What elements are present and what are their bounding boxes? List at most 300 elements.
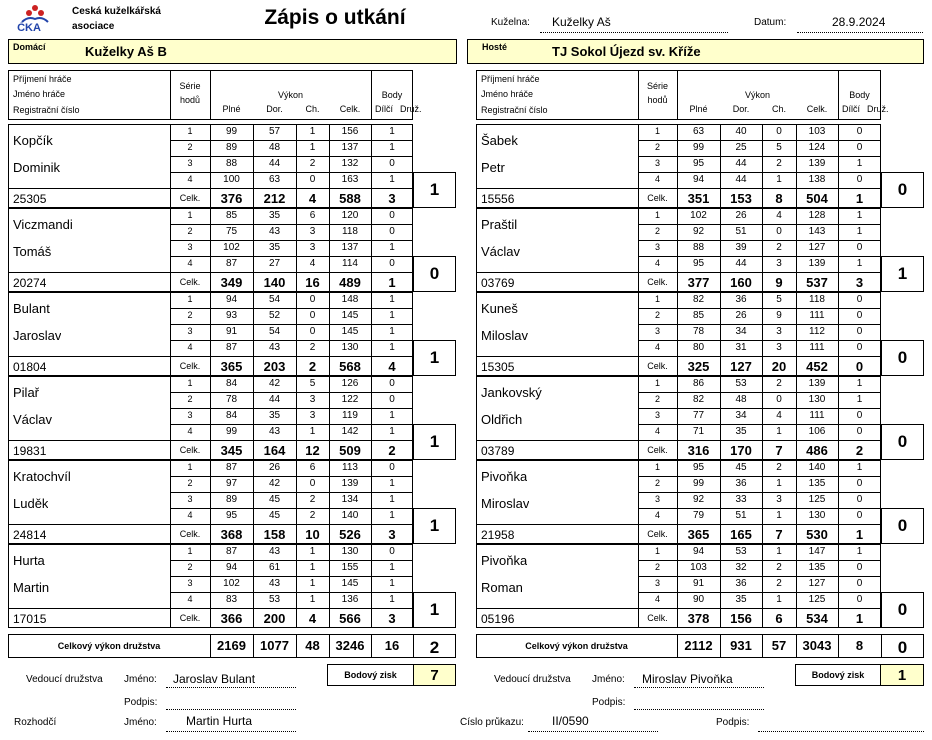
series-cell: 87 xyxy=(225,546,238,557)
player-reg-number: 25305 xyxy=(13,192,47,206)
series-cell: 35 xyxy=(735,594,747,605)
away-bodovy-zisk-value: 1 xyxy=(880,664,924,686)
player-total-cell: 3 xyxy=(855,275,864,290)
series-cell: 1 xyxy=(654,210,660,220)
home-signature-line xyxy=(166,709,296,710)
team-total-cell: 931 xyxy=(730,638,752,653)
celk-row-label: Celk. xyxy=(647,613,668,623)
team-total-cell: 8 xyxy=(855,638,864,653)
series-cell: 0 xyxy=(389,158,395,169)
series-cell: 95 xyxy=(692,158,705,169)
player-team-point-value: 1 xyxy=(429,600,440,619)
referee-signature-label: Podpis: xyxy=(716,717,750,728)
series-cell: 6 xyxy=(309,210,316,221)
series-cell: 137 xyxy=(341,242,359,253)
series-cell: 71 xyxy=(692,426,705,437)
series-cell: 82 xyxy=(692,294,705,305)
series-cell: 1 xyxy=(654,126,660,136)
player-total-cell: 170 xyxy=(730,443,752,458)
series-cell: 0 xyxy=(389,226,395,237)
player-reg-number: 03769 xyxy=(481,276,515,290)
series-cell: 1 xyxy=(654,462,660,472)
referee-signature-line xyxy=(758,731,924,732)
series-cell: 127 xyxy=(808,578,826,589)
series-cell: 148 xyxy=(341,294,359,305)
series-cell: 80 xyxy=(692,342,705,353)
player-team-point-value: 0 xyxy=(897,600,908,619)
series-cell: 83 xyxy=(225,594,238,605)
series-cell: 135 xyxy=(808,478,826,489)
row-divider xyxy=(476,356,638,357)
series-cell: 4 xyxy=(654,510,660,520)
player-surname: Jankovský xyxy=(481,385,542,400)
series-cell: 0 xyxy=(776,394,782,405)
row-divider xyxy=(476,188,638,189)
player-surname: Kopčík xyxy=(13,133,53,148)
series-cell: 3 xyxy=(309,410,316,421)
series-cell: 1 xyxy=(389,410,395,421)
series-cell: 1 xyxy=(389,174,395,185)
row-divider xyxy=(638,608,881,609)
series-cell: 0 xyxy=(856,126,863,137)
row-divider xyxy=(170,224,413,225)
referee-card-underline xyxy=(528,731,658,732)
series-cell: 44 xyxy=(268,158,281,169)
player-firstname: Jaroslav xyxy=(13,328,62,343)
series-cell: 4 xyxy=(187,342,193,352)
series-cell: 6 xyxy=(309,462,316,473)
druz-header: Druž. xyxy=(400,104,422,114)
player-surname: Pilař xyxy=(13,385,40,400)
series-cell: 1 xyxy=(389,310,395,321)
series-cell: 1 xyxy=(309,426,316,437)
series-cell: 3 xyxy=(654,410,660,420)
row-divider xyxy=(170,240,413,241)
player-total-cell: 378 xyxy=(687,611,710,626)
series-cell: 112 xyxy=(809,326,825,337)
player-total-cell: 3 xyxy=(388,191,396,206)
player-total-cell: 140 xyxy=(263,275,286,290)
series-cell: 1 xyxy=(187,210,193,220)
dilci-header: Dílčí xyxy=(375,104,393,114)
team-total-cell: 0 xyxy=(897,638,908,657)
series-cell: 99 xyxy=(225,126,238,137)
player-total-cell: 509 xyxy=(339,443,361,458)
series-cell: 132 xyxy=(341,158,359,169)
series-header-line1: Série xyxy=(179,81,201,91)
away-signature-line xyxy=(634,709,764,710)
player-team-point-value: 1 xyxy=(429,348,440,367)
player-total-cell: 203 xyxy=(263,359,286,374)
player-total-cell: 4 xyxy=(388,359,396,374)
row-divider xyxy=(638,140,881,141)
series-cell: 88 xyxy=(692,242,705,253)
celk-row-label: Celk. xyxy=(647,361,668,371)
series-cell: 99 xyxy=(692,142,705,153)
series-cell: 63 xyxy=(692,126,705,137)
date-underline xyxy=(797,32,923,33)
team-total-label: Celkový výkon družstva xyxy=(525,641,628,651)
series-cell: 53 xyxy=(735,378,747,389)
series-cell: 95 xyxy=(692,462,705,473)
row-divider xyxy=(170,592,413,593)
player-total-cell: 1 xyxy=(855,611,864,626)
series-cell: 0 xyxy=(389,258,395,269)
away-leader-underline xyxy=(634,687,764,688)
series-cell: 2 xyxy=(654,478,660,488)
series-cell: 95 xyxy=(692,258,705,269)
celk-row-label: Celk. xyxy=(647,193,668,203)
player-reg-number: 24814 xyxy=(13,528,47,542)
row-divider xyxy=(638,156,881,157)
series-cell: 89 xyxy=(225,142,238,153)
home-leader-underline xyxy=(166,687,296,688)
series-cell: 1 xyxy=(389,426,395,437)
series-cell: 89 xyxy=(225,494,238,505)
series-cell: 91 xyxy=(225,326,238,337)
series-cell: 145 xyxy=(341,578,359,589)
series-cell: 4 xyxy=(776,410,782,421)
series-cell: 95 xyxy=(225,510,238,521)
series-cell: 54 xyxy=(268,294,281,305)
series-cell: 54 xyxy=(268,326,281,337)
row-divider xyxy=(8,524,170,525)
series-cell: 2 xyxy=(187,562,193,572)
row-divider xyxy=(8,440,170,441)
series-cell: 139 xyxy=(808,378,826,389)
referee-card: II/0590 xyxy=(552,714,589,728)
series-cell: 142 xyxy=(341,426,359,437)
series-cell: 102 xyxy=(690,210,707,221)
series-cell: 138 xyxy=(808,174,826,185)
series-cell: 3 xyxy=(187,494,193,504)
dor-header: Dor. xyxy=(732,104,750,114)
team-total-cell: 1077 xyxy=(260,638,289,653)
series-cell: 136 xyxy=(341,594,359,605)
series-cell: 111 xyxy=(809,410,825,421)
row-divider xyxy=(638,524,881,525)
player-surname: Bulant xyxy=(13,301,50,316)
series-cell: 5 xyxy=(776,294,782,305)
series-cell: 43 xyxy=(268,546,281,557)
player-total-cell: 368 xyxy=(220,527,243,542)
row-divider xyxy=(8,356,170,357)
away-leader-name-label: Jméno: xyxy=(592,674,625,685)
series-cell: 91 xyxy=(692,578,705,589)
series-cell: 43 xyxy=(268,226,281,237)
series-cell: 1 xyxy=(187,462,193,472)
player-total-cell: 349 xyxy=(220,275,243,290)
series-cell: 78 xyxy=(225,394,238,405)
player-header-line1: Příjmení hráče xyxy=(13,74,72,84)
series-cell: 2 xyxy=(654,310,660,320)
series-cell: 1 xyxy=(654,546,660,556)
series-cell: 0 xyxy=(856,342,863,353)
player-total-cell: 3 xyxy=(388,611,396,626)
series-cell: 140 xyxy=(341,510,359,521)
series-cell: 3 xyxy=(776,258,782,269)
series-cell: 139 xyxy=(341,478,359,489)
series-cell: 94 xyxy=(692,174,705,185)
series-cell: 1 xyxy=(389,494,395,505)
series-cell: 35 xyxy=(268,210,281,221)
player-reg-number: 17015 xyxy=(13,612,47,626)
away-signature-label: Podpis: xyxy=(592,697,626,708)
series-cell: 2 xyxy=(654,562,660,572)
series-cell: 42 xyxy=(268,378,281,389)
series-cell: 53 xyxy=(268,594,281,605)
row-divider xyxy=(8,608,170,609)
series-cell: 4 xyxy=(654,342,660,352)
series-cell: 0 xyxy=(776,126,782,137)
home-team-bar xyxy=(8,39,457,64)
series-cell: 34 xyxy=(735,326,747,337)
celk-row-label: Celk. xyxy=(179,613,201,623)
player-total-cell: 530 xyxy=(806,527,828,542)
org-name-line1: Česká kuželkářská xyxy=(72,6,161,17)
team-total-cell: 16 xyxy=(384,638,400,653)
player-total-cell: 3 xyxy=(388,527,396,542)
series-cell: 0 xyxy=(856,310,863,321)
player-header-line1: Příjmení hráče xyxy=(481,74,540,84)
series-cell: 85 xyxy=(692,310,705,321)
player-reg-number: 19831 xyxy=(13,444,47,458)
series-cell: 99 xyxy=(225,426,238,437)
player-team-point-value: 0 xyxy=(897,180,908,199)
series-cell: 130 xyxy=(341,546,359,557)
row-divider xyxy=(170,272,413,273)
player-total-cell: 2 xyxy=(388,443,396,458)
player-total-cell: 316 xyxy=(687,443,710,458)
series-cell: 3 xyxy=(654,242,660,252)
player-reg-number: 05196 xyxy=(481,612,515,626)
series-cell: 1 xyxy=(309,142,316,153)
series-cell: 94 xyxy=(225,562,238,573)
series-cell: 124 xyxy=(808,142,826,153)
series-cell: 26 xyxy=(735,210,747,221)
series-cell: 1 xyxy=(654,378,660,388)
series-cell: 2 xyxy=(187,394,193,404)
series-cell: 4 xyxy=(187,258,193,268)
series-cell: 99 xyxy=(692,478,705,489)
player-team-point-value: 1 xyxy=(897,264,908,283)
series-cell: 0 xyxy=(309,174,316,185)
row-divider xyxy=(638,188,881,189)
player-total-cell: 7 xyxy=(775,527,783,542)
player-surname: Pivoňka xyxy=(481,553,528,568)
player-total-cell: 568 xyxy=(339,359,361,374)
druz-header: Druž. xyxy=(867,104,889,114)
series-cell: 0 xyxy=(856,142,863,153)
series-cell: 1 xyxy=(389,326,395,337)
series-cell: 36 xyxy=(735,294,747,305)
series-cell: 39 xyxy=(735,242,747,253)
player-total-cell: 566 xyxy=(339,611,361,626)
referee-label: Rozhodčí xyxy=(14,717,57,728)
player-total-cell: 200 xyxy=(263,611,286,626)
player-total-cell: 158 xyxy=(263,527,286,542)
series-cell: 0 xyxy=(389,378,395,389)
home-bodovy-zisk-label: Bodový zisk xyxy=(327,664,414,686)
body-header: Body xyxy=(849,90,870,100)
series-cell: 4 xyxy=(654,258,660,268)
series-cell: 3 xyxy=(187,578,193,588)
series-cell: 0 xyxy=(389,210,395,221)
series-cell: 0 xyxy=(856,478,863,489)
series-cell: 0 xyxy=(856,174,863,185)
series-cell: 111 xyxy=(809,342,825,353)
series-header-line2: hodů xyxy=(647,95,668,105)
player-total-cell: 8 xyxy=(775,191,783,206)
player-total-cell: 9 xyxy=(775,275,783,290)
away-bodovy-zisk-label: Bodový zisk xyxy=(795,664,881,686)
series-cell: 45 xyxy=(268,510,281,521)
series-cell: 4 xyxy=(187,510,193,520)
row-divider xyxy=(638,272,881,273)
celk-row-label: Celk. xyxy=(179,361,201,371)
series-cell: 118 xyxy=(342,226,358,237)
series-cell: 43 xyxy=(268,342,281,353)
player-total-cell: 325 xyxy=(687,359,710,374)
row-divider xyxy=(638,256,881,257)
series-cell: 0 xyxy=(856,410,863,421)
series-cell: 97 xyxy=(225,478,238,489)
page-title: Zápis o utkání xyxy=(264,6,406,29)
date-value: 28.9.2024 xyxy=(832,15,886,29)
body-header: Body xyxy=(381,90,403,100)
vykon-header: Výkon xyxy=(277,90,303,100)
series-cell: 2 xyxy=(309,510,316,521)
player-firstname: Tomáš xyxy=(13,244,52,259)
series-cell: 5 xyxy=(309,378,316,389)
series-cell: 0 xyxy=(856,426,863,437)
row-divider xyxy=(170,408,413,409)
series-cell: 143 xyxy=(808,226,826,237)
series-cell: 0 xyxy=(856,562,863,573)
series-cell: 0 xyxy=(776,226,782,237)
home-leader-name: Jaroslav Bulant xyxy=(173,672,256,686)
series-cell: 1 xyxy=(654,294,660,304)
series-cell: 1 xyxy=(776,426,782,437)
series-cell: 1 xyxy=(389,510,395,521)
series-cell: 111 xyxy=(809,310,825,321)
player-total-cell: 365 xyxy=(220,359,243,374)
referee-name-label: Jméno: xyxy=(124,717,157,728)
player-team-point-value: 0 xyxy=(897,516,908,535)
venue-label: Kuželna: xyxy=(491,17,530,28)
row-divider xyxy=(170,308,413,309)
series-cell: 103 xyxy=(808,126,826,137)
player-reg-number: 20274 xyxy=(13,276,47,290)
row-divider xyxy=(638,224,881,225)
row-divider xyxy=(8,188,170,189)
row-divider xyxy=(638,340,881,341)
series-cell: 25 xyxy=(735,142,747,153)
series-cell: 0 xyxy=(309,326,316,337)
dor-header: Dor. xyxy=(266,104,283,114)
series-cell: 140 xyxy=(808,462,826,473)
celk-row-label: Celk. xyxy=(179,193,201,203)
series-cell: 100 xyxy=(223,174,240,185)
series-cell: 1 xyxy=(187,378,193,388)
series-cell: 87 xyxy=(225,342,238,353)
series-cell: 35 xyxy=(268,242,281,253)
series-cell: 2 xyxy=(776,462,782,473)
series-cell: 44 xyxy=(268,394,281,405)
series-cell: 145 xyxy=(341,310,359,321)
venue-value: Kuželky Aš xyxy=(552,15,611,29)
row-divider xyxy=(170,560,413,561)
row-divider xyxy=(170,440,413,441)
home-signature-label: Podpis: xyxy=(124,697,158,708)
series-cell: 0 xyxy=(856,510,863,521)
series-cell: 84 xyxy=(225,410,238,421)
player-total-cell: 537 xyxy=(806,275,828,290)
series-cell: 94 xyxy=(692,546,705,557)
player-team-point-value: 0 xyxy=(897,432,908,451)
series-cell: 82 xyxy=(692,394,705,405)
player-firstname: Miloslav xyxy=(481,328,528,343)
date-label: Datum: xyxy=(754,17,787,28)
player-total-cell: 165 xyxy=(730,527,752,542)
row-divider xyxy=(638,576,881,577)
series-cell: 2 xyxy=(187,310,193,320)
series-cell: 3 xyxy=(309,242,316,253)
row-divider xyxy=(638,476,881,477)
celk-row-label: Celk. xyxy=(647,277,668,287)
series-cell: 3 xyxy=(776,342,782,353)
player-total-cell: 16 xyxy=(305,275,320,290)
series-cell: 77 xyxy=(692,410,705,421)
player-team-point-value: 1 xyxy=(429,516,440,535)
player-firstname: Václav xyxy=(13,412,53,427)
player-surname: Pivoňka xyxy=(481,469,528,484)
celk-row-label: Celk. xyxy=(179,529,201,539)
referee-name-underline xyxy=(166,731,296,732)
player-total-cell: 20 xyxy=(771,359,787,374)
series-cell: 3 xyxy=(309,226,316,237)
player-surname: Praštil xyxy=(481,217,518,232)
home-leader-name-label: Jméno: xyxy=(124,674,157,685)
series-cell: 2 xyxy=(654,142,660,152)
player-total-cell: 376 xyxy=(220,191,243,206)
player-firstname: Petr xyxy=(481,160,505,175)
series-cell: 3 xyxy=(654,578,660,588)
series-cell: 35 xyxy=(268,410,281,421)
series-cell: 1 xyxy=(776,510,782,521)
ch-header: Ch. xyxy=(771,104,786,114)
series-cell: 94 xyxy=(225,294,238,305)
row-divider xyxy=(8,272,170,273)
away-label: Hosté xyxy=(482,42,508,52)
player-total-cell: 1 xyxy=(855,527,864,542)
row-divider xyxy=(638,440,881,441)
series-cell: 0 xyxy=(856,242,863,253)
player-surname: Hurta xyxy=(13,553,45,568)
series-cell: 31 xyxy=(735,342,747,353)
celk-header: Celk. xyxy=(806,104,828,114)
series-cell: 145 xyxy=(341,326,359,337)
series-cell: 32 xyxy=(735,562,747,573)
series-cell: 1 xyxy=(389,562,395,573)
celk-header: Celk. xyxy=(339,104,361,114)
player-total-cell: 504 xyxy=(806,191,828,206)
series-cell: 52 xyxy=(268,310,281,321)
series-cell: 0 xyxy=(856,326,863,337)
series-cell: 26 xyxy=(268,462,281,473)
series-cell: 4 xyxy=(309,258,316,269)
series-cell: 0 xyxy=(309,294,316,305)
